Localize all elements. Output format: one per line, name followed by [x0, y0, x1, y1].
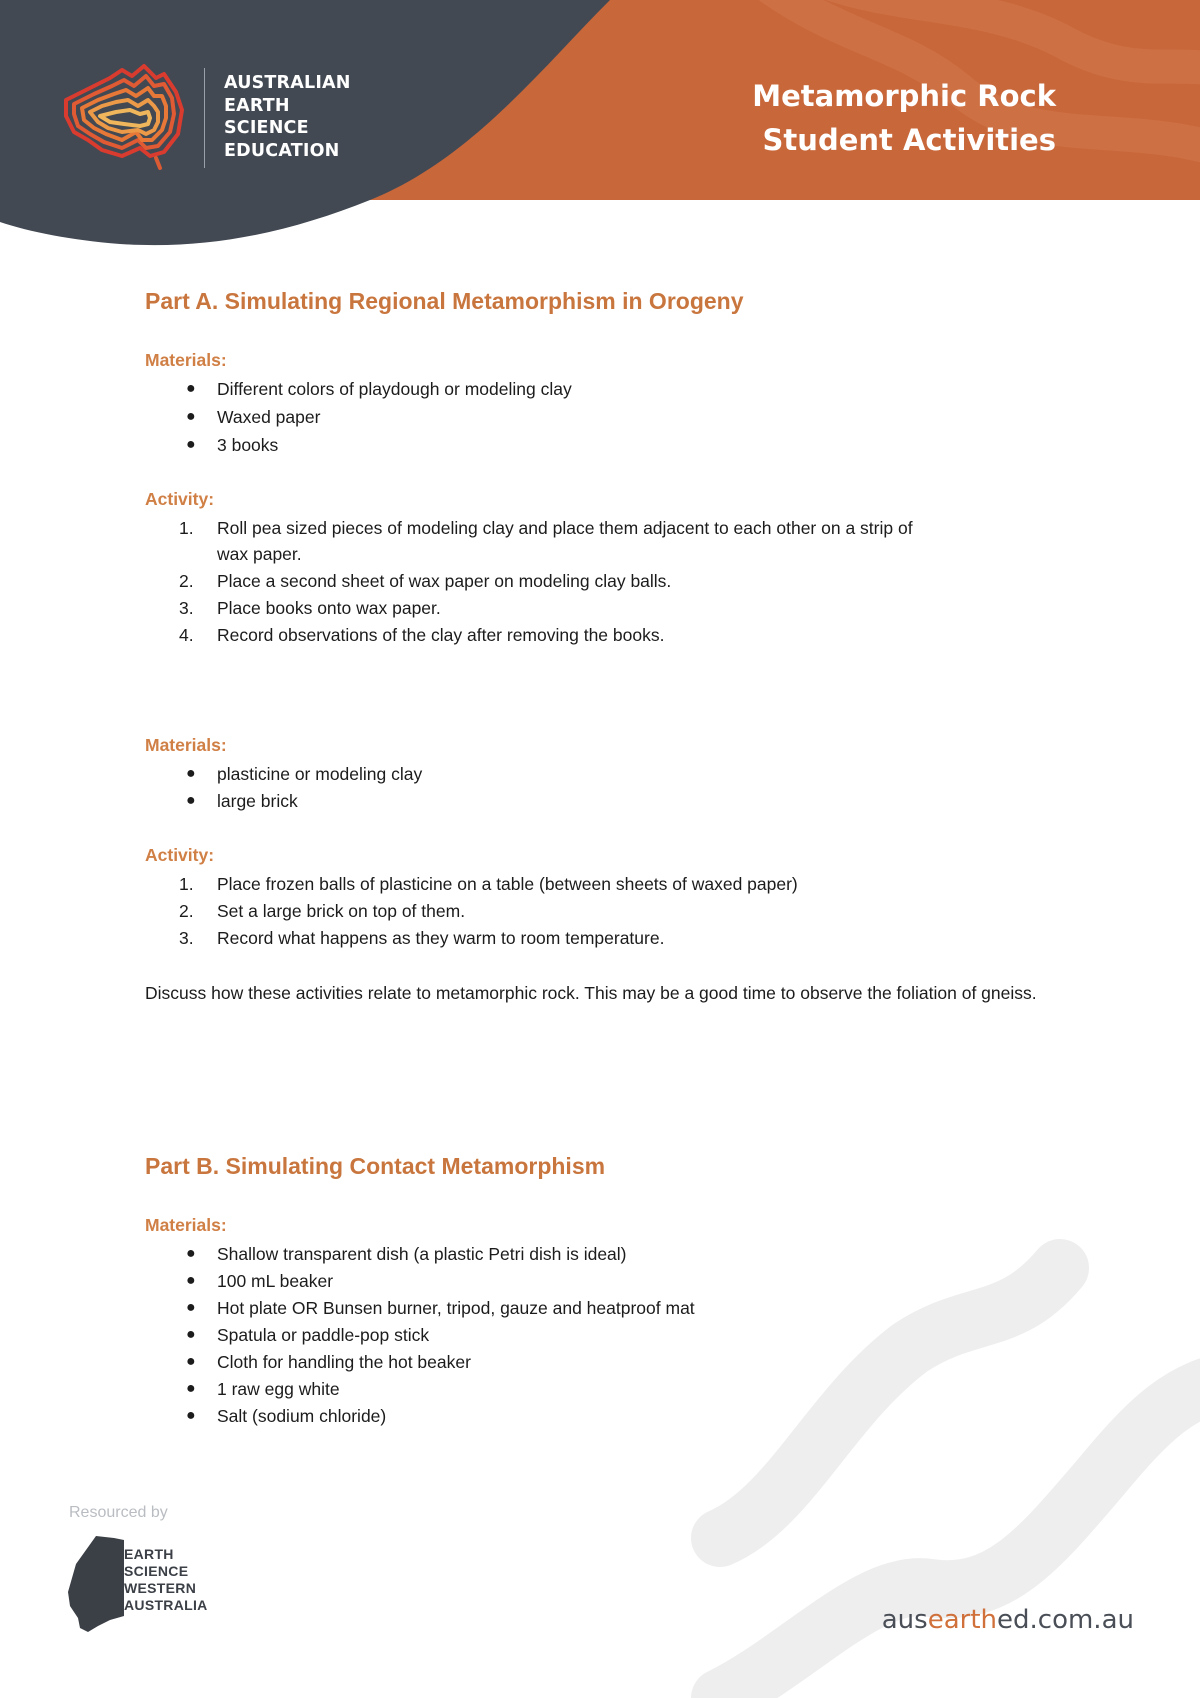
bullet-icon: ●: [186, 1407, 196, 1424]
org-name-line: AUSTRALIAN: [224, 73, 351, 93]
step-number: 1.: [179, 874, 194, 894]
list-item: [179, 871, 798, 897]
list-item: [186, 788, 298, 814]
bullet-icon: ●: [186, 380, 196, 397]
list-item-text: large brick: [217, 791, 298, 811]
bullet-icon: ●: [186, 792, 196, 809]
list-item-text: 3 books: [217, 435, 279, 455]
list-item: [186, 1241, 627, 1267]
activity-label: Activity:: [145, 489, 215, 509]
bullet-icon: ●: [186, 1299, 196, 1316]
list-item-text: Place frozen balls of plasticine on a table (between sheets of waxed paper): [217, 874, 798, 894]
bullet-icon: ●: [186, 1272, 196, 1289]
list-item: [179, 925, 665, 951]
org-name-line: EDUCATION: [224, 140, 340, 161]
western-australia-map-icon: [66, 1534, 126, 1634]
bullet-icon: ●: [186, 1245, 196, 1262]
list-item-text: wax paper.: [217, 544, 302, 564]
document-title: [752, 74, 1056, 162]
list-item-text: Spatula or paddle-pop stick: [217, 1325, 430, 1345]
list-item-text: plasticine or modeling clay: [217, 764, 423, 784]
list-item: [179, 595, 441, 621]
list-item: [179, 898, 466, 924]
part-b-title: Part B. Simulating Contact Metamorphism: [145, 1153, 606, 1179]
eswa-line: AUSTRALIA: [124, 1597, 208, 1613]
list-item: [186, 1322, 430, 1348]
list-item-text: Waxed paper: [217, 407, 321, 427]
list-item-text: Place books onto wax paper.: [217, 598, 441, 618]
list-item: [186, 761, 423, 787]
org-name-line: SCIENCE: [224, 118, 309, 138]
list-item-text: Cloth for handling the hot beaker: [217, 1352, 471, 1372]
step-number: 2.: [179, 901, 194, 921]
url-part: aus: [881, 1605, 928, 1635]
list-item-text: Different colors of playdough or modeling clay: [217, 379, 572, 399]
activity-label: Activity:: [145, 845, 215, 865]
bullet-icon: ●: [186, 1353, 196, 1370]
list-item: [179, 515, 913, 541]
list-item-text: 100 mL beaker: [217, 1271, 334, 1291]
step-number: 1.: [179, 518, 194, 538]
eswa-line: EARTH: [124, 1546, 174, 1562]
bullet-icon: ●: [186, 436, 196, 453]
list-item-text: Roll pea sized pieces of modeling clay and place them adjacent to each other on a strip of: [217, 518, 913, 538]
bullet-icon: ●: [186, 1380, 196, 1397]
eswa-line: WESTERN: [124, 1580, 197, 1596]
document-title-line: Metamorphic Rock: [752, 79, 1056, 113]
document-title-line: Student Activities: [762, 123, 1056, 157]
url-part-accent: earth: [927, 1605, 998, 1635]
list-item-text: 1 raw egg white: [217, 1379, 340, 1399]
bullet-icon: ●: [186, 1326, 196, 1343]
list-item: [179, 568, 672, 594]
list-item: [186, 1349, 471, 1375]
step-number: 3.: [179, 598, 194, 618]
list-item-text: Salt (sodium chloride): [217, 1406, 387, 1426]
header-divider: [204, 68, 205, 168]
materials-label: Materials:: [145, 350, 227, 370]
list-item-text: Set a large brick on top of them.: [217, 901, 466, 921]
step-number: 2.: [179, 571, 194, 591]
eswa-line: SCIENCE: [124, 1563, 189, 1579]
discussion-paragraph: Discuss how these activities relate to metamorphic rock. This may be a good time to observe the foliation of gneiss.: [145, 983, 1037, 1003]
website-url[interactable]: [882, 1605, 1134, 1635]
step-number: 3.: [179, 928, 194, 948]
list-item: [186, 376, 572, 402]
resourced-by-label: Resourced by: [69, 1504, 168, 1521]
list-item: [186, 1268, 334, 1294]
list-item-continuation: [217, 541, 302, 567]
list-item: [186, 1376, 340, 1402]
aese-logo: [60, 60, 195, 175]
list-item-text: Record observations of the clay after removing the books.: [217, 625, 665, 645]
list-item-text: Record what happens as they warm to room temperature.: [217, 928, 665, 948]
list-item: [179, 622, 665, 648]
list-item-text: Hot plate OR Bunsen burner, tripod, gauze and heatproof mat: [217, 1298, 695, 1318]
org-name-line: EARTH: [224, 95, 290, 116]
bullet-icon: ●: [186, 765, 196, 782]
part-a-title: Part A. Simulating Regional Metamorphism in Orogeny: [145, 288, 744, 314]
materials-label: Materials:: [145, 1215, 227, 1235]
step-number: 4.: [179, 625, 194, 645]
eswa-wordmark: [124, 1546, 208, 1614]
list-item: [186, 404, 321, 430]
org-name: [224, 72, 351, 162]
bullet-icon: ●: [186, 408, 196, 425]
url-part: ed.com.au: [997, 1605, 1134, 1635]
list-item: [186, 1403, 387, 1429]
materials-label: Materials:: [145, 735, 227, 755]
list-item-text: Place a second sheet of wax paper on modeling clay balls.: [217, 571, 672, 591]
list-item: [186, 432, 279, 458]
list-item: [186, 1295, 695, 1321]
list-item-text: Shallow transparent dish (a plastic Petri dish is ideal): [217, 1244, 627, 1264]
